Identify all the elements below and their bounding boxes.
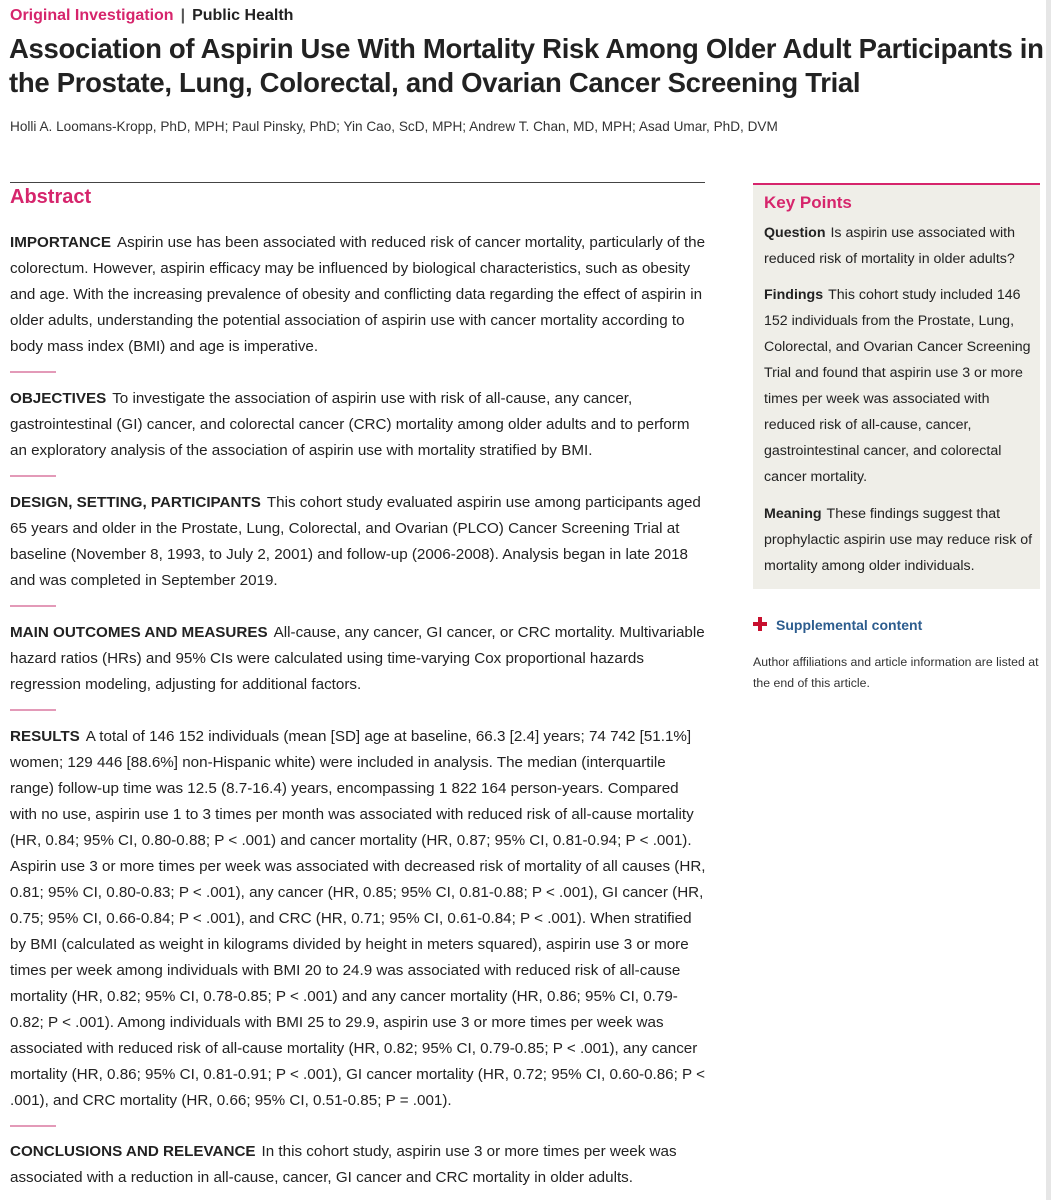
key-points-question bbox=[764, 220, 1036, 272]
section-divider bbox=[10, 475, 56, 477]
article-type-label[interactable]: Original Investigation bbox=[10, 7, 174, 24]
abstract-conclusions bbox=[10, 1139, 708, 1191]
meaning-text: These findings suggest that prophylactic aspirin use may reduce risk of mortality among older individuals. bbox=[764, 506, 1033, 574]
outcomes-text: All-cause, any cancer, GI cancer, or CRC mortality. Multivariable hazard ratios (HRs) and 95% CIs were calculated using time-varying Cox proportional hazards regression modeling, adjusting for additional factors. bbox=[10, 624, 705, 693]
author-list: Holli A. Loomans-Kropp, PhD, MPH; Paul Pinsky, PhD; Yin Cao, ScD, MPH; Andrew T. Chan, MD, MPH; Asad Umar, PhD, DVM bbox=[10, 119, 778, 134]
importance-label: IMPORTANCE bbox=[10, 234, 111, 251]
key-points-title: Key Points bbox=[764, 193, 852, 212]
question-text: Is aspirin use associated with reduced risk of mortality in older adults? bbox=[764, 225, 1016, 267]
importance-text: Aspirin use has been associated with reduced risk of cancer mortality, particularly of the colorectum. However, aspirin efficacy may be influenced by biological characteristics, such as obesity and age. With the increasing prevalence of obesity and conflicting data regarding the effect of aspirin in older adults, understanding the potential association of aspirin use with cancer mortality according to body mass index (BMI) and age is imperative. bbox=[10, 234, 706, 355]
abstract-top-rule bbox=[10, 182, 705, 183]
section-divider bbox=[10, 371, 56, 373]
abstract-heading: Abstract bbox=[10, 186, 92, 208]
key-points-meaning bbox=[764, 501, 1036, 579]
findings-text: This cohort study included 146 152 individuals from the Prostate, Lung, Colorectal, and Ovarian Cancer Screening Trial and found that aspirin use 3 or more times per week was associated with reduced risk of all-cause, cancer, gastrointestinal cancer, and colorectal cancer mortality. bbox=[764, 287, 1031, 485]
abstract-importance bbox=[10, 230, 708, 360]
section-divider bbox=[10, 1125, 56, 1127]
abstract-results bbox=[10, 724, 708, 1114]
conclusions-label: CONCLUSIONS AND RELEVANCE bbox=[10, 1143, 256, 1160]
plus-icon bbox=[753, 617, 767, 631]
section-label[interactable]: Public Health bbox=[192, 7, 294, 24]
article-type-header bbox=[10, 7, 293, 25]
article-title: Association of Aspirin Use With Mortality Risk Among Older Adult Participants in the Prostate, Lung, Colorectal, and Ovarian Cancer Screening Trial bbox=[9, 33, 1044, 98]
results-label: RESULTS bbox=[10, 728, 80, 745]
key-points-panel bbox=[753, 183, 1040, 589]
question-label: Question bbox=[764, 225, 826, 241]
abstract-outcomes bbox=[10, 620, 708, 698]
abstract-design bbox=[10, 490, 708, 594]
key-points-findings bbox=[764, 282, 1036, 490]
results-text: A total of 146 152 individuals (mean [SD] age at baseline, 66.3 [2.4] years; 74 742 [51.1%] women; 129 446 [88.6%] non-Hispanic white) were included in analysis. The median (interquartile range) follow-up time was 12.5 (8.7-16.4) years, encompassing 1 822 164 person-years. Compared with no use, aspirin use 1 to 3 times per month was associated with reduced risk of all-cause mortality (HR, 0.84; 95% CI, 0.80-0.88; P < .001) and cancer mortality (HR, 0.87; 95% CI, 0.81-0.94; P < .001). Aspirin use 3 or more times per week was associated with decreased risk of mortality of all causes (HR, 0.81; 95% CI, 0.80-0.83; P < .001), any cancer (HR, 0.85; 95% CI, 0.81-0.88; P < .001), GI cancer (HR, 0.75; 95% CI, 0.66-0.84; P < .001), and CRC (HR, 0.71; 95% CI, 0.61-0.84; P < .001). When stratified by BMI (calculated as weight in kilograms divided by height in meters squared), aspirin use 3 or more times per week among individuals with BMI 20 to 24.9 was associated with reduced risk of all-cause mortality (HR, 0.82; 95% CI, 0.78-0.85; P < .001) and any cancer mortality (HR, 0.86; 95% CI, 0.79-0.82; P < .001). Among individuals with BMI 25 to 29.9, aspirin use 3 or more times per week was associated with reduced risk of all-cause mortality (HR, 0.82; 95% CI, 0.79-0.85; P < .001), any cancer mortality (HR, 0.86; 95% CI, 0.81-0.91; P < .001), GI cancer mortality (HR, 0.72; 95% CI, 0.60-0.86; P < .001), and CRC mortality (HR, 0.66; 95% CI, 0.51-0.85; P = .001). bbox=[10, 728, 706, 1109]
header-separator: | bbox=[180, 7, 186, 24]
scrollbar-track[interactable] bbox=[1046, 0, 1051, 1200]
findings-label: Findings bbox=[764, 287, 824, 303]
section-divider bbox=[10, 709, 56, 711]
objectives-text: To investigate the association of aspirin use with risk of all-cause, any cancer, gastrointestinal (GI) cancer, and colorectal cancer (CRC) mortality among older adults and to perform an exploratory analysis of the association of aspirin use with mortality stratified by BMI. bbox=[10, 390, 690, 459]
design-label: DESIGN, SETTING, PARTICIPANTS bbox=[10, 494, 261, 511]
supplemental-content-link[interactable] bbox=[753, 617, 922, 633]
abstract-objectives bbox=[10, 386, 708, 464]
affiliations-note: Author affiliations and article information are listed at the end of this article. bbox=[753, 655, 1039, 690]
design-text: This cohort study evaluated aspirin use among participants aged 65 years and older in the Prostate, Lung, Colorectal, and Ovarian (PLCO) Cancer Screening Trial at baseline (November 8, 1993, to July 2, 2001) and follow-up (2006-2008). Analysis began in late 2018 and was completed in September 2019. bbox=[10, 494, 701, 589]
outcomes-label: MAIN OUTCOMES AND MEASURES bbox=[10, 624, 268, 641]
meaning-label: Meaning bbox=[764, 506, 822, 522]
section-divider bbox=[10, 605, 56, 607]
supplemental-content-label[interactable]: Supplemental content bbox=[776, 617, 923, 633]
conclusions-text: In this cohort study, aspirin use 3 or more times per week was associated with a reduction in all-cause, cancer, GI cancer and CRC mortality in older adults. bbox=[10, 1143, 677, 1186]
objectives-label: OBJECTIVES bbox=[10, 390, 107, 407]
